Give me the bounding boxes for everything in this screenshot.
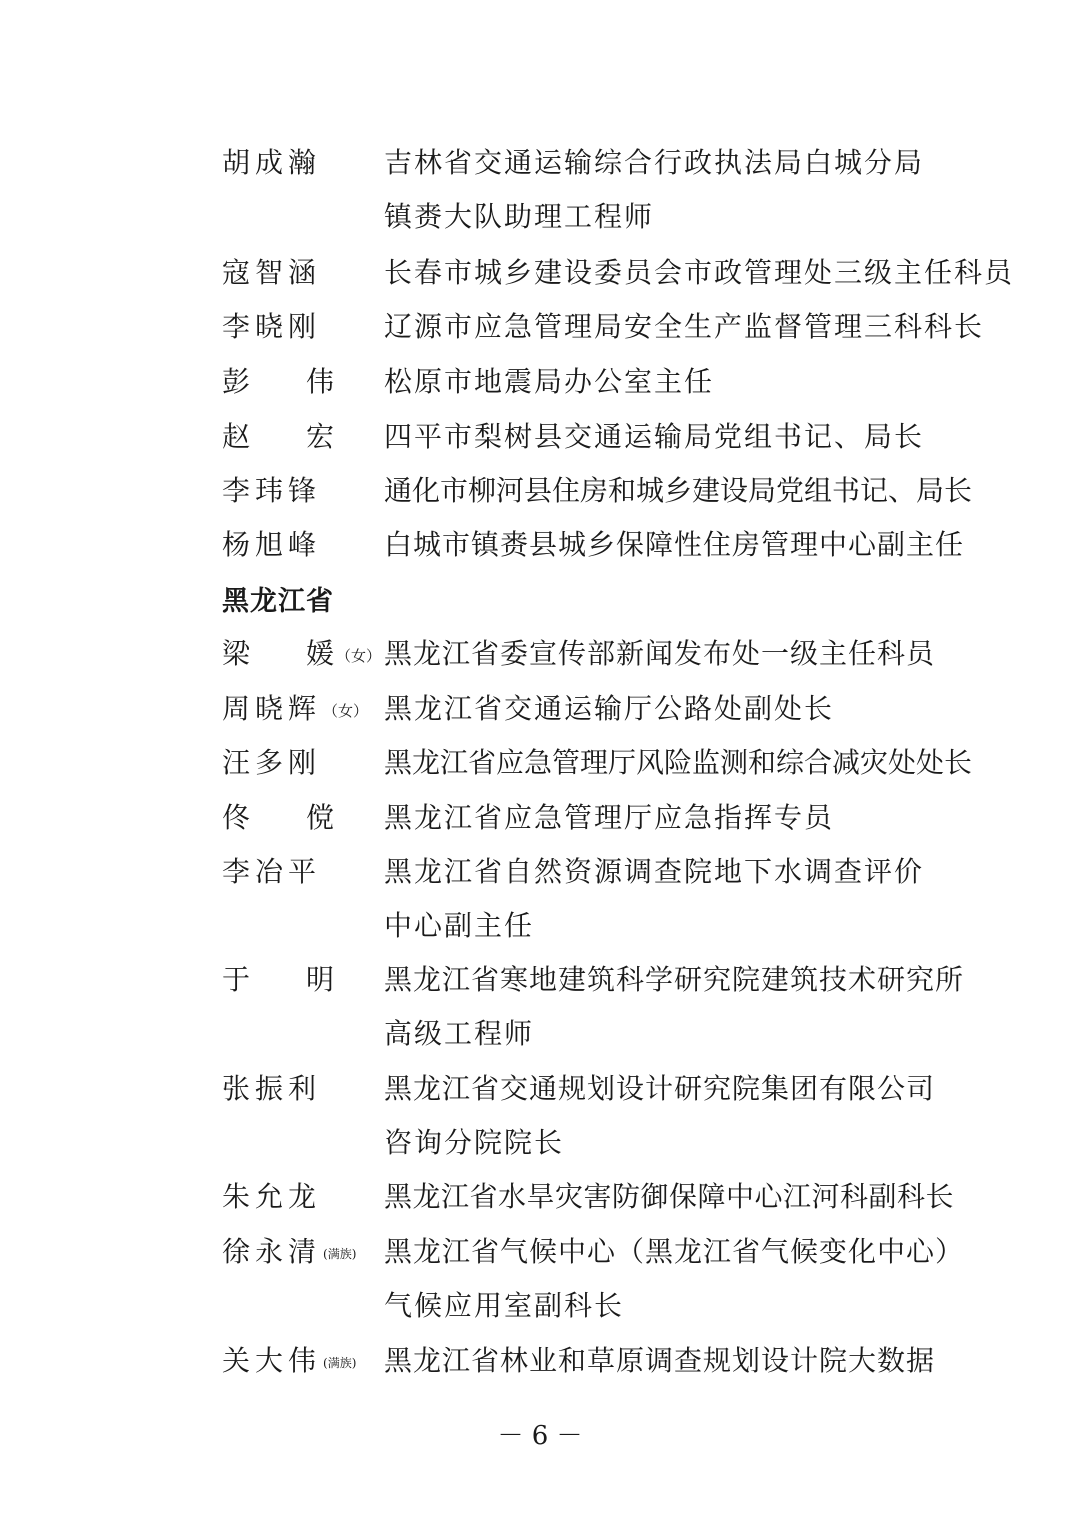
person-name: 李玮锋 <box>222 474 322 507</box>
person-name: 徐永清 (满族) <box>222 1235 357 1268</box>
person-name: 李晓刚 <box>222 310 322 343</box>
person-title: 黑龙江省自然资源调查院地下水调查评价 中心副主任 <box>384 855 925 942</box>
person-name: 寇智涵 <box>222 256 322 289</box>
person-title: 辽源市应急管理局安全生产监督管理三科科长 <box>384 310 985 343</box>
person-title: 黑龙江省林业和草原调查规划设计院大数据 <box>384 1344 936 1377</box>
person-title: 松原市地震局办公室主任 <box>384 365 715 398</box>
person-name: 胡成瀚 <box>222 146 322 179</box>
person-name: 赵 宏 <box>222 420 335 453</box>
person-title: 黑龙江省交通规划设计研究院集团有限公司 咨询分院院长 <box>384 1072 936 1159</box>
gender-note: （女） <box>336 646 382 665</box>
person-name: 佟 傥 <box>222 801 335 834</box>
person-title: 长春市城乡建设委员会市政管理处三级主任科员 <box>384 256 1015 289</box>
person-name: 李冶平 <box>222 855 322 888</box>
person-name: 朱允龙 <box>222 1180 322 1213</box>
ethnicity-note: (满族) <box>323 1246 357 1261</box>
page-number: － 6 － <box>497 1421 583 1451</box>
person-title: 黑龙江省委宣传部新闻发布处一级主任科员 <box>384 637 936 670</box>
person-title: 白城市镇赉县城乡保障性住房管理中心副主任 <box>384 528 965 561</box>
gender-note: （女） <box>323 701 369 720</box>
person-name: 于 明 <box>222 963 335 996</box>
person-title: 黑龙江省寒地建筑科学研究院建筑技术研究所 高级工程师 <box>384 963 965 1050</box>
person-title: 黑龙江省交通运输厅公路处副处长 <box>384 692 835 725</box>
person-name: 彭 伟 <box>222 365 335 398</box>
ethnicity-note: (满族) <box>323 1355 357 1370</box>
person-title: 黑龙江省应急管理厅应急指挥专员 <box>384 801 835 834</box>
person-name: 杨旭峰 <box>222 528 322 561</box>
person-title: 黑龙江省气候中心（黑龙江省气候变化中心） 气候应用室副科长 <box>384 1235 965 1322</box>
person-title: 四平市梨树县交通运输局党组书记、局长 <box>384 420 925 453</box>
person-title: 黑龙江省水旱灾害防御保障中心江河科副科长 <box>384 1180 955 1213</box>
person-name: 周晓辉 （女） <box>222 692 369 725</box>
person-title: 通化市柳河县住房和城乡建设局党组书记、局长 <box>384 474 973 507</box>
person-title: 吉林省交通运输综合行政执法局白城分局 镇赉大队助理工程师 <box>384 146 925 233</box>
section-heading: 黑龙江省 <box>222 586 334 617</box>
person-title: 黑龙江省应急管理厅风险监测和综合减灾处处长 <box>384 746 973 779</box>
person-name: 梁 媛 （女） <box>222 637 382 670</box>
person-name: 张振利 <box>222 1072 322 1105</box>
person-name: 关大伟 (满族) <box>222 1344 357 1377</box>
person-name: 汪多刚 <box>222 746 322 779</box>
